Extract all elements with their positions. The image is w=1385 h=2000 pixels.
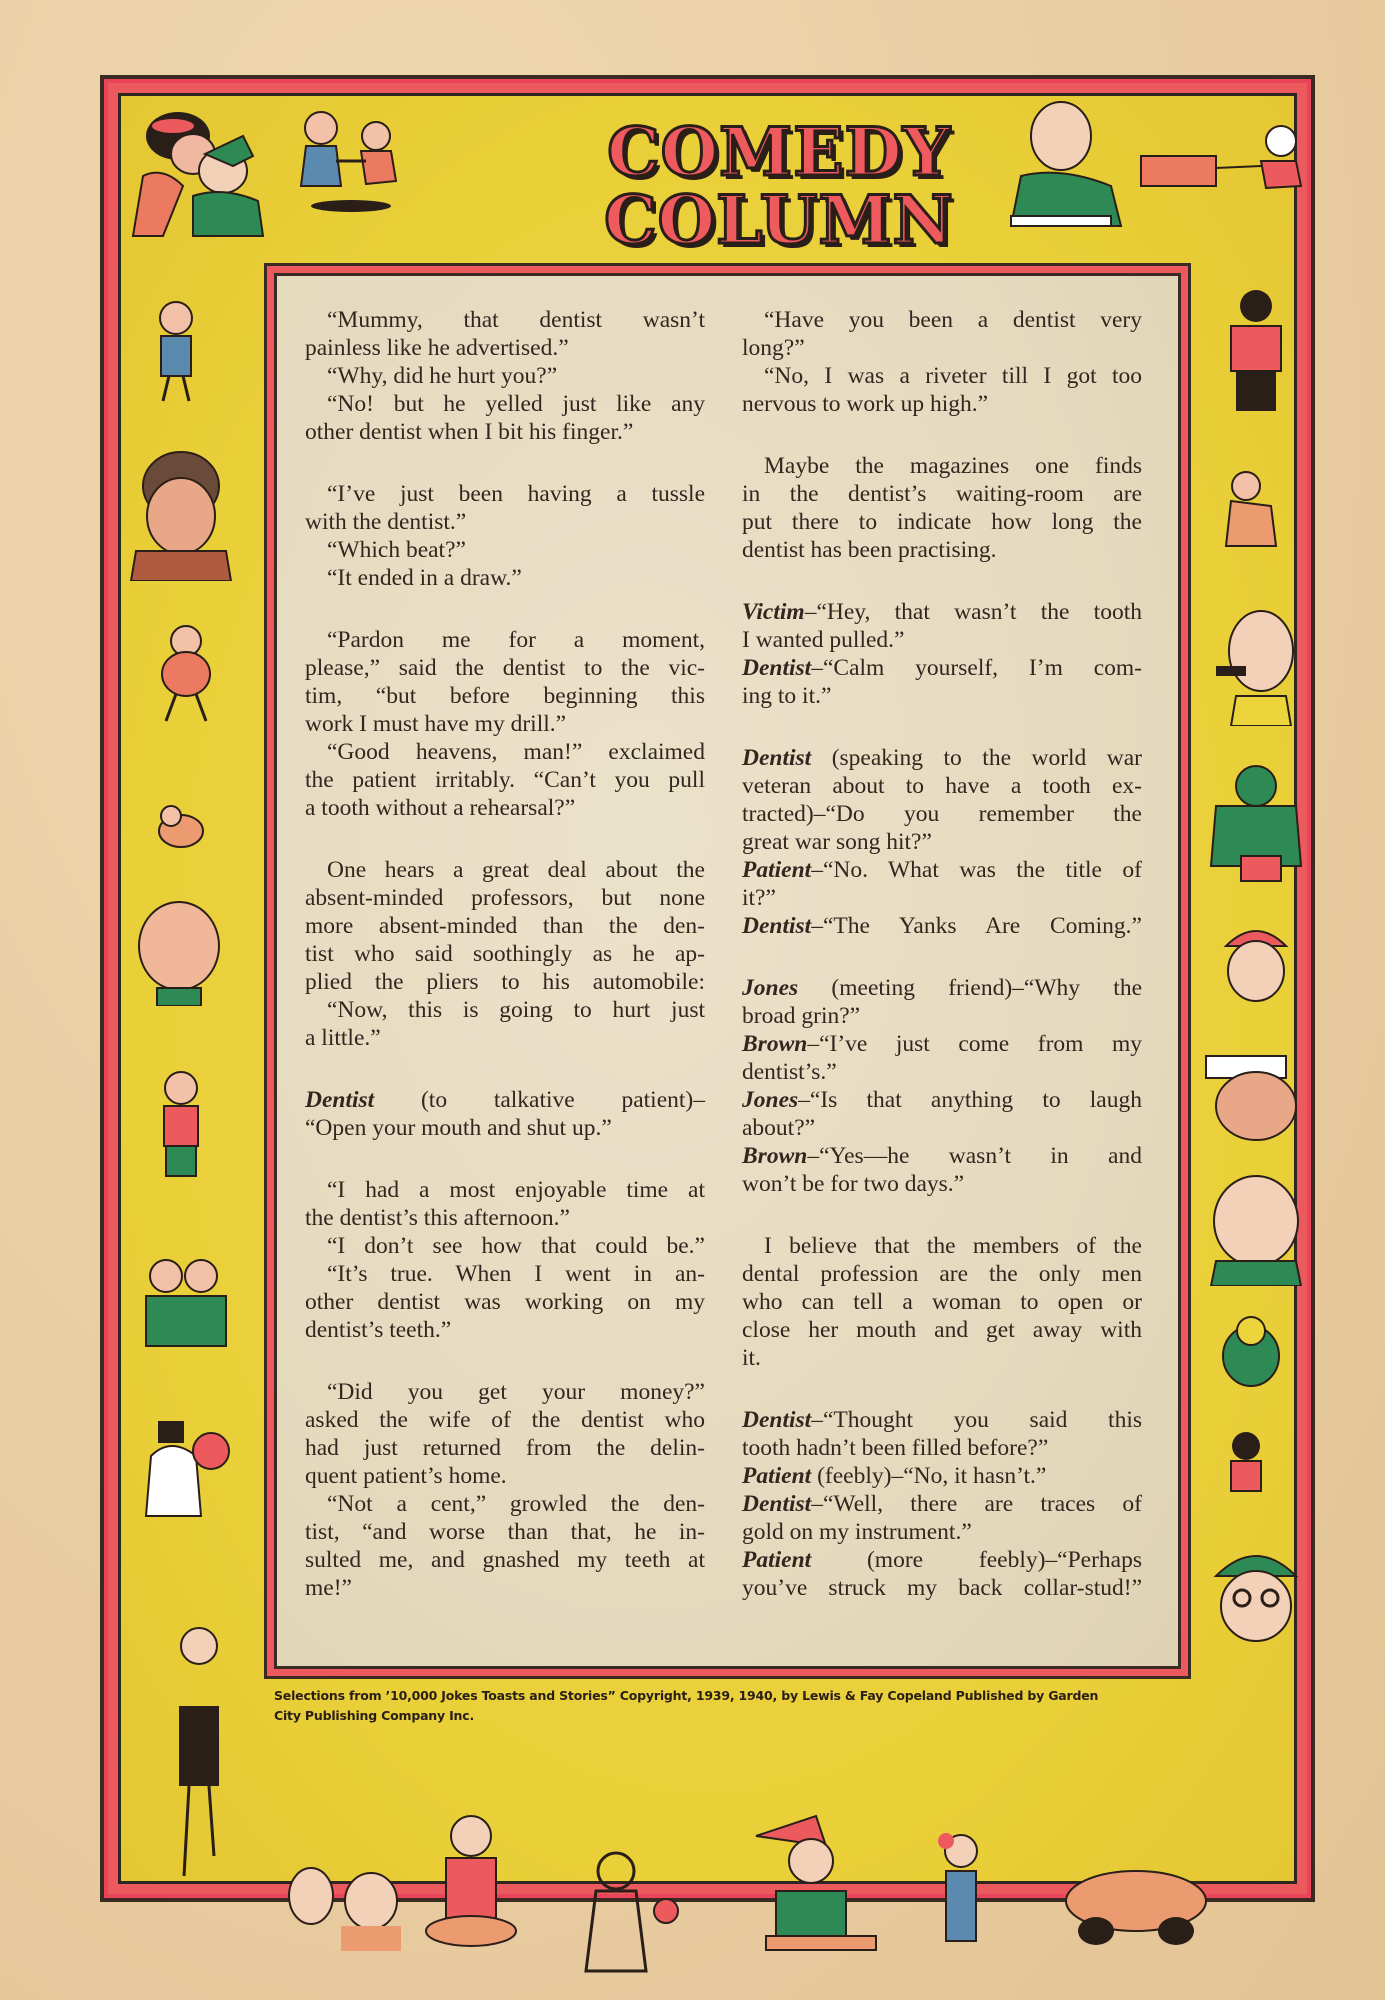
title-line-1: COMEDY bbox=[607, 113, 951, 191]
joke-text: –“Is that anything to laugh bbox=[798, 1087, 1142, 1113]
joke-line bbox=[742, 1434, 1142, 1462]
joke-line bbox=[742, 772, 1142, 800]
page-title bbox=[529, 113, 1029, 259]
bald-man-face-illustration bbox=[129, 896, 229, 1006]
joke-text: (to talkative patient)– bbox=[374, 1087, 705, 1113]
joke-text: “I don’t see how that could be.” bbox=[327, 1233, 705, 1259]
joke-line bbox=[742, 1002, 1142, 1030]
kids-group-illustration bbox=[136, 1246, 236, 1356]
joke-line bbox=[742, 856, 1142, 884]
joke-line bbox=[305, 1378, 705, 1406]
joke-text: –“Hey, that wasn’t the tooth bbox=[804, 599, 1142, 625]
joke-line bbox=[305, 940, 705, 968]
joke-line bbox=[305, 1232, 705, 1260]
small-dog-illustration bbox=[151, 796, 211, 856]
joke-text: “Good heavens, man!” exclaimed bbox=[327, 739, 705, 765]
joke-line bbox=[305, 1114, 705, 1142]
bird-mascot-illustration bbox=[1211, 1306, 1291, 1396]
joke-text: “I’ve just been having a tussle bbox=[327, 481, 705, 507]
joke-text: (feebly)–“No, it hasn’t.” bbox=[811, 1463, 1047, 1489]
joke-text: who can tell a woman to open or bbox=[742, 1289, 1142, 1315]
right-column bbox=[742, 306, 1142, 1636]
joke-text: absent-minded professors, but none bbox=[305, 885, 705, 911]
joke-line bbox=[305, 1176, 705, 1204]
joke-text: “I had a most enjoyable time at bbox=[327, 1177, 705, 1203]
joke-line bbox=[742, 1114, 1142, 1142]
swimmers-illustration bbox=[281, 1856, 411, 1956]
joke-line bbox=[742, 598, 1142, 626]
joke-text: (meeting friend)–“Why the bbox=[798, 975, 1142, 1001]
kid-singing-illustration bbox=[146, 1066, 216, 1186]
joke-line bbox=[305, 1546, 705, 1574]
joke-item bbox=[742, 1232, 1142, 1372]
joke-line bbox=[305, 564, 705, 592]
boy-walking-illustration bbox=[141, 296, 211, 406]
bathing-girl-illustration bbox=[139, 1616, 259, 1886]
joke-text: gold on my instrument.” bbox=[742, 1519, 972, 1545]
joke-line bbox=[305, 306, 705, 334]
joke-text: plied the pliers to his automobile: bbox=[305, 969, 705, 995]
joke-line bbox=[742, 1288, 1142, 1316]
joke-line bbox=[305, 418, 705, 446]
joke-text: broad grin?” bbox=[742, 1003, 861, 1029]
joke-text: me!” bbox=[305, 1575, 352, 1601]
joke-text: tracted)–“Do you remember the bbox=[742, 801, 1142, 827]
joke-line bbox=[305, 1260, 705, 1288]
joke-line bbox=[742, 1086, 1142, 1114]
joke-text: tim, “but before beginning this bbox=[305, 683, 705, 709]
joke-text: a tooth without a rehearsal?” bbox=[305, 795, 576, 821]
jokes-panel bbox=[274, 273, 1181, 1669]
joke-line bbox=[742, 1316, 1142, 1344]
joke-text: in the dentist’s waiting-room are bbox=[742, 481, 1142, 507]
woman-face-illustration bbox=[1196, 1166, 1316, 1286]
speaker-label: Dentist bbox=[742, 1407, 812, 1433]
joke-line bbox=[742, 974, 1142, 1002]
joke-line bbox=[305, 682, 705, 710]
copyright-credit bbox=[274, 1686, 1154, 1726]
joke-text: “Which beat?” bbox=[327, 537, 466, 563]
joke-line bbox=[305, 710, 705, 738]
joke-line bbox=[742, 334, 1142, 362]
joke-line bbox=[742, 884, 1142, 912]
speaker-label: Jones bbox=[742, 1087, 799, 1113]
joke-line bbox=[742, 536, 1142, 564]
aviator-face-illustration bbox=[126, 441, 236, 581]
joke-item bbox=[742, 974, 1142, 1198]
speaker-label: Victim bbox=[742, 599, 805, 625]
joke-line bbox=[742, 1518, 1142, 1546]
racing-car-illustration bbox=[1056, 1846, 1216, 1956]
joke-line bbox=[305, 536, 705, 564]
clown-running-illustration bbox=[146, 616, 226, 726]
joke-line bbox=[305, 1434, 705, 1462]
frame-red-band bbox=[108, 83, 1307, 1894]
joke-text: work I must have my drill.” bbox=[305, 711, 567, 737]
joke-text: “No! but he yelled just like any bbox=[327, 391, 705, 417]
joke-text: “No, I was a riveter till I got too bbox=[764, 363, 1142, 389]
speaker-label: Patient bbox=[742, 1463, 812, 1489]
joke-line bbox=[742, 1142, 1142, 1170]
bear-dancing-illustration bbox=[576, 1841, 696, 1981]
joke-text: dentist has been practising. bbox=[742, 537, 997, 563]
joke-text: tooth hadn’t been filled before?” bbox=[742, 1435, 1049, 1461]
joke-line bbox=[742, 626, 1142, 654]
joke-line bbox=[742, 800, 1142, 828]
left-column bbox=[305, 306, 705, 1636]
joke-text: a little.” bbox=[305, 1025, 381, 1051]
joke-line bbox=[305, 738, 705, 766]
joke-text: more absent-minded than the den- bbox=[305, 913, 705, 939]
joke-line bbox=[742, 362, 1142, 390]
joke-text: painless like he advertised.” bbox=[305, 335, 569, 361]
joke-item bbox=[742, 452, 1142, 564]
joke-text: –“No. What was the title of bbox=[811, 857, 1142, 883]
joke-text: “Not a cent,” growled the den- bbox=[327, 1491, 705, 1517]
speaker-label: Dentist bbox=[742, 745, 812, 771]
joke-item bbox=[305, 626, 705, 822]
outer-frame bbox=[100, 75, 1315, 1902]
joke-text: “It ended in a draw.” bbox=[327, 565, 522, 591]
joke-line bbox=[742, 1462, 1142, 1490]
joke-item bbox=[742, 306, 1142, 418]
joke-line bbox=[742, 1344, 1142, 1372]
joke-text: other dentist was working on my bbox=[305, 1289, 705, 1315]
joke-line bbox=[305, 480, 705, 508]
joke-line bbox=[742, 912, 1142, 940]
joke-line bbox=[305, 1316, 705, 1344]
joke-line bbox=[742, 1406, 1142, 1434]
joke-text: please,” said the dentist to the vic- bbox=[305, 655, 705, 681]
joke-text: the dentist’s this afternoon.” bbox=[305, 1205, 570, 1231]
joke-line bbox=[742, 1030, 1142, 1058]
joke-line bbox=[305, 1204, 705, 1232]
joke-line bbox=[742, 1546, 1142, 1574]
joke-line bbox=[742, 828, 1142, 856]
title-line-2: COLUMN bbox=[604, 181, 954, 259]
joke-text: “Have you been a dentist very bbox=[764, 307, 1142, 333]
joke-item bbox=[305, 480, 705, 592]
joke-line bbox=[305, 334, 705, 362]
joke-line bbox=[305, 1462, 705, 1490]
joke-item bbox=[742, 598, 1142, 710]
soldier-glasses-illustration bbox=[1206, 1536, 1306, 1676]
joke-line bbox=[742, 1232, 1142, 1260]
joke-line bbox=[742, 1490, 1142, 1518]
joke-line bbox=[305, 626, 705, 654]
joke-text: nervous to work up high.” bbox=[742, 391, 989, 417]
joke-item bbox=[305, 856, 705, 1052]
small-mouse-illustration bbox=[1211, 1426, 1301, 1516]
joke-line bbox=[305, 856, 705, 884]
joke-line bbox=[742, 1170, 1142, 1198]
joke-text: “Open your mouth and shut up.” bbox=[305, 1115, 612, 1141]
girl-green-cape-illustration bbox=[1201, 756, 1311, 886]
joke-text: –“Calm yourself, I’m com- bbox=[811, 655, 1142, 681]
joke-text: (speaking to the world war bbox=[811, 745, 1142, 771]
joke-text: dentist’s.” bbox=[742, 1059, 837, 1085]
joke-text: Maybe the magazines one finds bbox=[764, 453, 1142, 479]
joke-text: “Now, this is going to hurt just bbox=[327, 997, 705, 1023]
joke-line bbox=[305, 968, 705, 996]
joke-text: –“Well, there are traces of bbox=[811, 1491, 1142, 1517]
speaker-label: Dentist bbox=[742, 1491, 812, 1517]
joke-text: it. bbox=[742, 1345, 761, 1371]
joke-text: One hears a great deal about the bbox=[327, 857, 705, 883]
joke-line bbox=[305, 1518, 705, 1546]
joke-item bbox=[742, 744, 1142, 940]
joke-line bbox=[305, 1086, 705, 1114]
joke-text: quent patient’s home. bbox=[305, 1463, 507, 1489]
dancing-kids-illustration bbox=[291, 106, 411, 216]
joke-text: close her mouth and get away with bbox=[742, 1317, 1142, 1343]
joke-line bbox=[305, 794, 705, 822]
jokes-panel-frame bbox=[264, 263, 1191, 1679]
joke-text: veteran about to have a tooth ex- bbox=[742, 773, 1142, 799]
joke-item bbox=[305, 1086, 705, 1142]
joke-text: “Why, did he hurt you?” bbox=[327, 363, 558, 389]
joke-text: had just returned from the delin- bbox=[305, 1435, 705, 1461]
joke-line bbox=[305, 508, 705, 536]
joke-line bbox=[742, 654, 1142, 682]
joke-text: “Mummy, that dentist wasn’t bbox=[327, 307, 705, 333]
joke-item bbox=[305, 1176, 705, 1344]
joke-line bbox=[742, 1260, 1142, 1288]
joke-line bbox=[742, 1058, 1142, 1086]
credit-line-1: Selections from ’10,000 Jokes Toasts and Stories” Copyright, 1939, 1940, by Lewis & Fay Copeland Published by Garden bbox=[274, 1688, 1099, 1703]
joke-text: put there to indicate how long the bbox=[742, 509, 1142, 535]
couple-kiss-illustration bbox=[123, 96, 273, 246]
joke-text: you’ve struck my back collar-stud!” bbox=[742, 1575, 1142, 1601]
joke-text: sulted me, and gnashed my teeth at bbox=[305, 1547, 705, 1573]
joke-text: it?” bbox=[742, 885, 776, 911]
speaker-label: Patient bbox=[742, 857, 812, 883]
joke-line bbox=[742, 480, 1142, 508]
joke-line bbox=[742, 1574, 1142, 1602]
joke-line bbox=[305, 1490, 705, 1518]
joke-text: ing to it.” bbox=[742, 683, 832, 709]
joke-line bbox=[742, 744, 1142, 772]
speaker-label: Brown bbox=[742, 1143, 808, 1169]
joke-text: I wanted pulled.” bbox=[742, 627, 905, 653]
boy-sitting-illustration bbox=[1206, 466, 1296, 566]
boy-red-cap-illustration bbox=[1211, 916, 1301, 1016]
sailor-face-illustration bbox=[1196, 1046, 1316, 1146]
joke-line bbox=[305, 766, 705, 794]
yellow-border-field bbox=[118, 93, 1297, 1884]
speaker-label: Dentist bbox=[742, 655, 812, 681]
joke-line bbox=[305, 654, 705, 682]
joke-text: I believe that the members of the bbox=[764, 1233, 1142, 1259]
joke-text: tist, “and worse than that, he in- bbox=[305, 1519, 705, 1545]
joke-item bbox=[305, 306, 705, 446]
joke-line bbox=[305, 1288, 705, 1316]
joke-line bbox=[305, 1406, 705, 1434]
joke-text: tist who said soothingly as he ap- bbox=[305, 941, 705, 967]
speaker-label: Dentist bbox=[742, 913, 812, 939]
joke-item bbox=[305, 1378, 705, 1602]
man-at-desk-illustration bbox=[991, 96, 1131, 246]
joke-text: long?” bbox=[742, 335, 805, 361]
joke-text: dental profession are the only men bbox=[742, 1261, 1142, 1287]
speaker-label: Brown bbox=[742, 1031, 808, 1057]
joke-line bbox=[305, 390, 705, 418]
speaker-label: Dentist bbox=[305, 1087, 375, 1113]
joke-text: –“Thought you said this bbox=[811, 1407, 1142, 1433]
joke-line bbox=[305, 1574, 705, 1602]
joke-text: –“I’ve just come from my bbox=[807, 1031, 1142, 1057]
woman-at-desk-illustration bbox=[1206, 286, 1306, 436]
joke-line bbox=[305, 996, 705, 1024]
speaker-label: Patient bbox=[742, 1547, 812, 1573]
tug-of-war-illustration bbox=[1131, 116, 1311, 206]
joke-line bbox=[742, 508, 1142, 536]
little-girl-illustration bbox=[921, 1826, 1001, 1976]
joke-line bbox=[742, 306, 1142, 334]
joke-text: the patient irritably. “Can’t you pull bbox=[305, 767, 705, 793]
joke-text: –“The Yanks Are Coming.” bbox=[811, 913, 1142, 939]
joke-line bbox=[305, 362, 705, 390]
speaker-label: Jones bbox=[742, 975, 799, 1001]
joke-text: –“Yes—he wasn’t in and bbox=[807, 1143, 1142, 1169]
joke-text: great war song hit?” bbox=[742, 829, 932, 855]
joke-text: other dentist when I bit his finger.” bbox=[305, 419, 634, 445]
joke-text: about?” bbox=[742, 1115, 816, 1141]
joke-text: won’t be for two days.” bbox=[742, 1171, 965, 1197]
joke-text: with the dentist.” bbox=[305, 509, 467, 535]
credit-line-2: City Publishing Company Inc. bbox=[274, 1708, 475, 1723]
joke-line bbox=[742, 682, 1142, 710]
ghost-top-hat-illustration bbox=[136, 1416, 236, 1526]
joke-item bbox=[742, 1406, 1142, 1602]
joke-text: dentist’s teeth.” bbox=[305, 1317, 452, 1343]
pinocchio-illustration bbox=[736, 1806, 886, 1966]
joke-text: “It’s true. When I went in an- bbox=[327, 1261, 705, 1287]
joke-line bbox=[742, 452, 1142, 480]
joke-line bbox=[305, 1024, 705, 1052]
joke-line bbox=[305, 884, 705, 912]
joke-text: (more feebly)–“Perhaps bbox=[811, 1547, 1142, 1573]
joke-text: “Pardon me for a moment, bbox=[327, 627, 705, 653]
old-man-pipe-illustration bbox=[1206, 596, 1306, 726]
sitting-child-illustration bbox=[421, 1806, 521, 1956]
joke-line bbox=[305, 912, 705, 940]
joke-text: asked the wife of the dentist who bbox=[305, 1407, 705, 1433]
joke-line bbox=[742, 390, 1142, 418]
joke-text: “Did you get your money?” bbox=[327, 1379, 705, 1405]
